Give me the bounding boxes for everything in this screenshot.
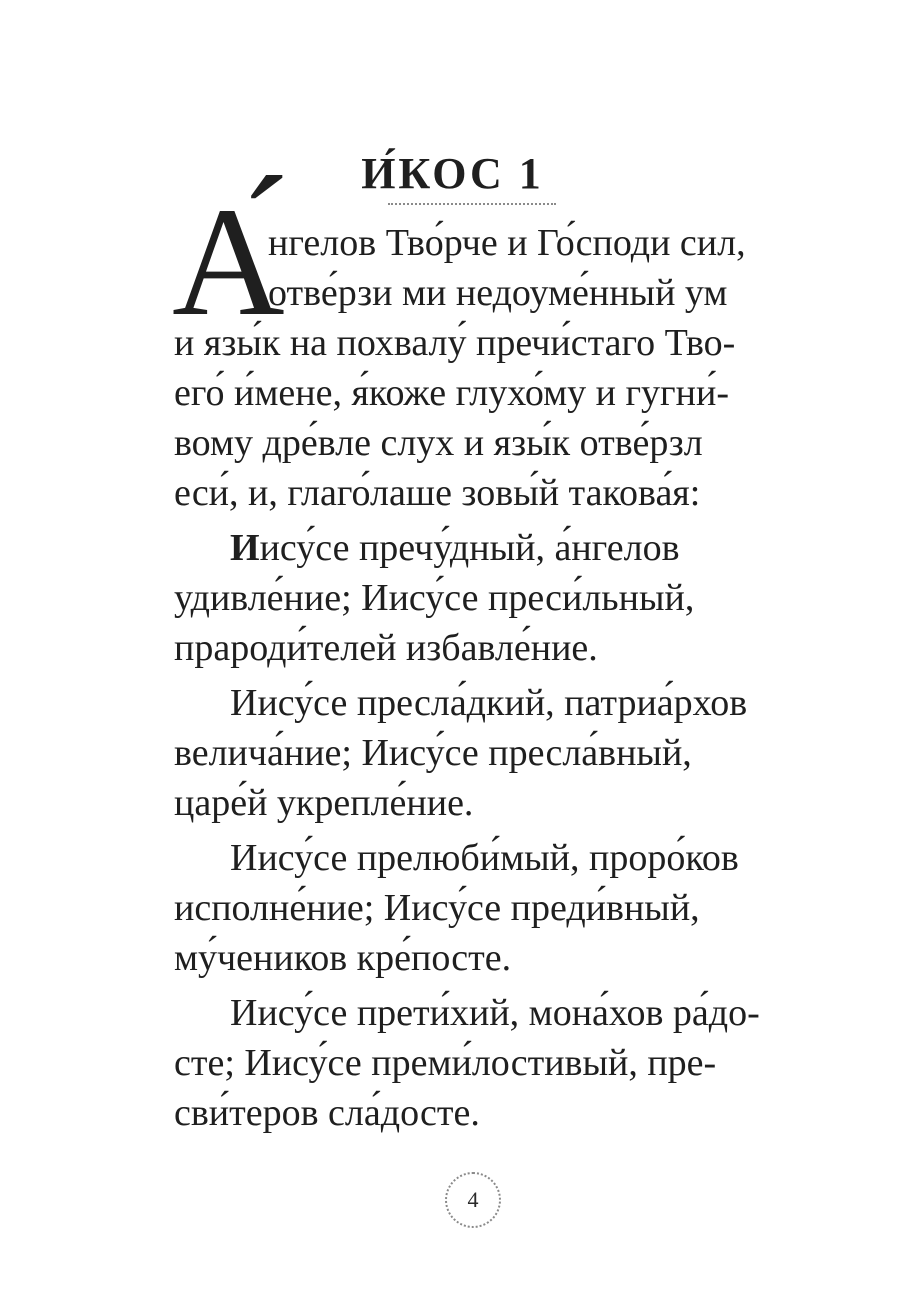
text-line: прароди́телей избавле́ние. — [174, 627, 598, 669]
text-line — [230, 523, 680, 573]
text-line: му́чеников кре́посте. — [174, 937, 512, 979]
text-line: сви́теров сла́досте. — [174, 1092, 480, 1134]
text-line: еси́, и, глаго́лаше зовы́й такова́я: — [174, 472, 701, 514]
page-number: 4 — [467, 1187, 479, 1212]
text-line: отве́рзи ми недоуме́нный ум — [268, 272, 728, 314]
text-line: вому дре́вле слух и язы́к отве́рзл — [174, 422, 703, 464]
text-line: его́ и́мене, я́коже глухо́му и гугни́- — [174, 372, 729, 414]
text-line: Иису́се прелюби́мый, проро́ков — [230, 837, 739, 879]
text-line: царе́й укрепле́ние. — [174, 782, 474, 824]
drop-cap: А́ — [172, 175, 285, 348]
text-line: Иису́се пресла́дкий, патриа́рхов — [230, 682, 748, 724]
text-line: нгелов Тво́рче и Го́споди сил, — [268, 222, 746, 264]
text-line: велича́ние; Иису́се пресла́вный, — [174, 732, 692, 774]
title-dotted-rule — [388, 203, 556, 205]
text-line: сте; Иису́се преми́лостивый, пре- — [174, 1042, 717, 1084]
text-line-rest: ису́се пречу́дный, а́нгелов — [259, 527, 680, 569]
bold-initial: И — [230, 527, 260, 569]
text-line: исполне́ние; Иису́се преди́вный, — [174, 887, 700, 929]
text-line: Иису́се прети́хий, мона́хов ра́до- — [230, 992, 760, 1034]
ikos-title: И́КОС 1 — [361, 149, 544, 198]
text-line: и язы́к на похвалу́ пречи́стаго Тво- — [174, 322, 736, 364]
text-line: удивле́ние; Иису́се преси́льный, — [174, 577, 695, 619]
